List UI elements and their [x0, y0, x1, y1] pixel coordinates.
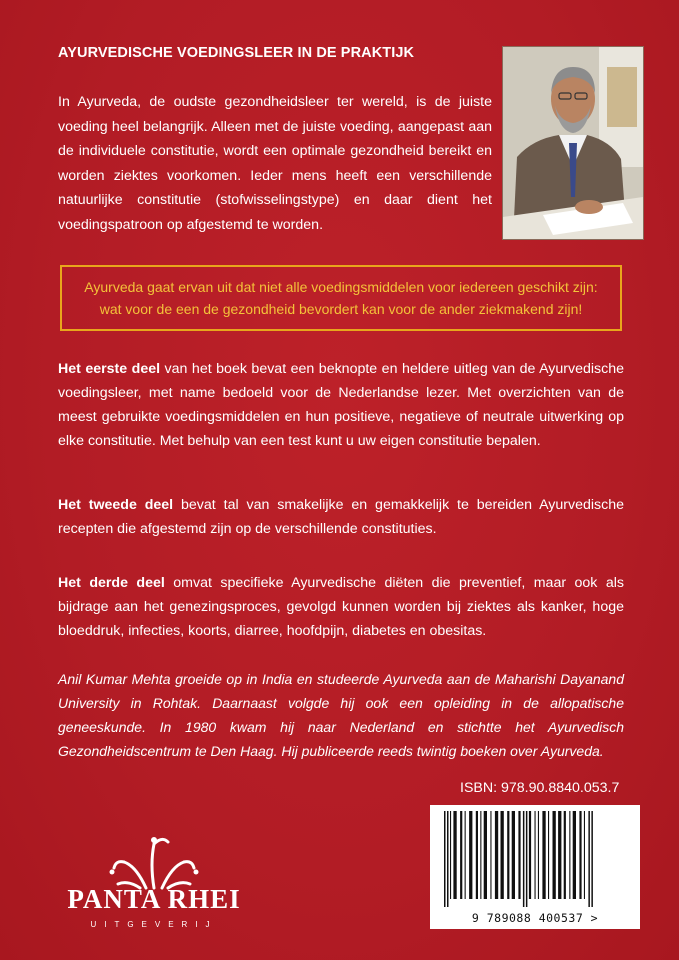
barcode-bar: [480, 811, 481, 899]
barcode-bar: [469, 811, 472, 899]
barcode-bar: [526, 811, 528, 907]
barcode-number: 9 789088 400537 >: [471, 911, 599, 925]
author-bio: Anil Kumar Mehta groeide op in India en studeerde Ayurveda aan de Maharishi Dayanand University in Rohtak. Daarnaast volgde hij ook een opleiding in de allopatische geneeskunde. In 1980 kwam hij naar Nederland en stichtte het Ayurvedisch Gezondheidscentrum te Den Haag. Hij publiceerde reeds twintig boeken over Ayurveda.: [58, 671, 624, 759]
publisher-name: PANTA RHEI: [67, 884, 241, 914]
part-two-paragraph: [58, 493, 624, 541]
isbn-label: ISBN: 978.90.8840.053.7: [460, 780, 620, 796]
barcode-bar: [450, 811, 451, 899]
barcode-bar: [579, 811, 581, 899]
author-photo-illustration: [503, 47, 643, 239]
barcode-bar: [558, 811, 561, 899]
barcode-bar: [535, 811, 536, 899]
barcode-bar: [529, 811, 531, 899]
barcode-bar: [584, 811, 585, 899]
barcode-bars: [430, 805, 640, 911]
publisher-logo: [67, 830, 241, 938]
publisher-subtitle: UITGEVERIJ: [90, 920, 218, 929]
intro-paragraph: In Ayurveda, de oudste gezondheidsleer ter wereld, is de juiste voeding heel belangrijk. Alleen met de juiste voeding, aangepast aan de individuele constitutie, wordt een optimale gezondheid bereikt en worden ziektes voorkomen. Ieder mens heeft een verschillende natuurlijke constitutie (stofwisselingstype) en daar dient het voedingspatroon op afgestemd te worden.: [58, 94, 492, 233]
highlight-callout: [60, 265, 622, 331]
barcode-bar: [538, 811, 539, 899]
barcode-bar: [484, 811, 487, 899]
barcode-bar: [518, 811, 520, 899]
barcode-bar: [465, 811, 466, 899]
barcode-bar: [588, 811, 590, 907]
barcode-bar: [542, 811, 545, 899]
barcode-bar: [490, 811, 491, 899]
barcode-bar: [447, 811, 449, 907]
author-photo: [502, 46, 644, 240]
barcode-bar: [507, 811, 509, 899]
barcode-bar: [476, 811, 478, 899]
part-one-text: van het boek bevat een beknopte en heldere uitleg van de Ayurvedische voedingsleer, met name bedoeld voor de Nederlandse lezer. Met overzichten van de meest gebruikte voedingsmiddelen en hun positieve, negatieve of neutrale uitwerking op elke constitutie. Met behulp van een test kunt u uw eigen constitutie bepalen.: [58, 361, 624, 449]
barcode-bar: [501, 811, 504, 899]
barcode-bar: [460, 811, 462, 899]
barcode: [430, 805, 640, 929]
barcode-bar: [564, 811, 566, 899]
part-three-lead: Het derde deel: [58, 575, 165, 591]
barcode-bar: [569, 811, 570, 899]
barcode-bar: [548, 811, 549, 899]
barcode-bar: [453, 811, 456, 899]
part-one-paragraph: [58, 357, 624, 453]
callout-line-1: Ayurveda gaat ervan uit dat niet alle voedingsmiddelen voor iedereen geschikt zijn:: [84, 279, 598, 295]
part-three-paragraph: [58, 571, 624, 643]
barcode-bar: [523, 811, 525, 907]
barcode-bar: [591, 811, 593, 907]
part-two-lead: Het tweede deel: [58, 497, 174, 513]
barcode-bar: [512, 811, 515, 899]
barcode-bar: [553, 811, 556, 899]
part-three-text: omvat specifieke Ayurvedische diëten die preventief, maar ook als bijdrage aan het genezingsproces, gevolgd kunnen worden bij ziektes als kanker, hoge bloeddruk, infecties, koorts, diarree, hoofdpijn, diabetes en obesitas.: [58, 575, 624, 639]
barcode-bar: [495, 811, 498, 899]
part-two-text: bevat tal van smakelijke en gemakkelijk te bereiden Ayurvedische recepten die afgestemd zijn op de verschillende constituties.: [58, 497, 625, 537]
cover-title: AYURVEDISCHE VOEDINGSLEER IN DE PRAKTIJK: [58, 45, 415, 61]
barcode-bar: [444, 811, 446, 907]
barcode-bar: [573, 811, 576, 899]
callout-line-2: wat voor de een de gezondheid bevordert kan voor de ander ziekmakend zijn!: [99, 301, 583, 317]
part-one-lead: Het eerste deel: [58, 361, 161, 377]
